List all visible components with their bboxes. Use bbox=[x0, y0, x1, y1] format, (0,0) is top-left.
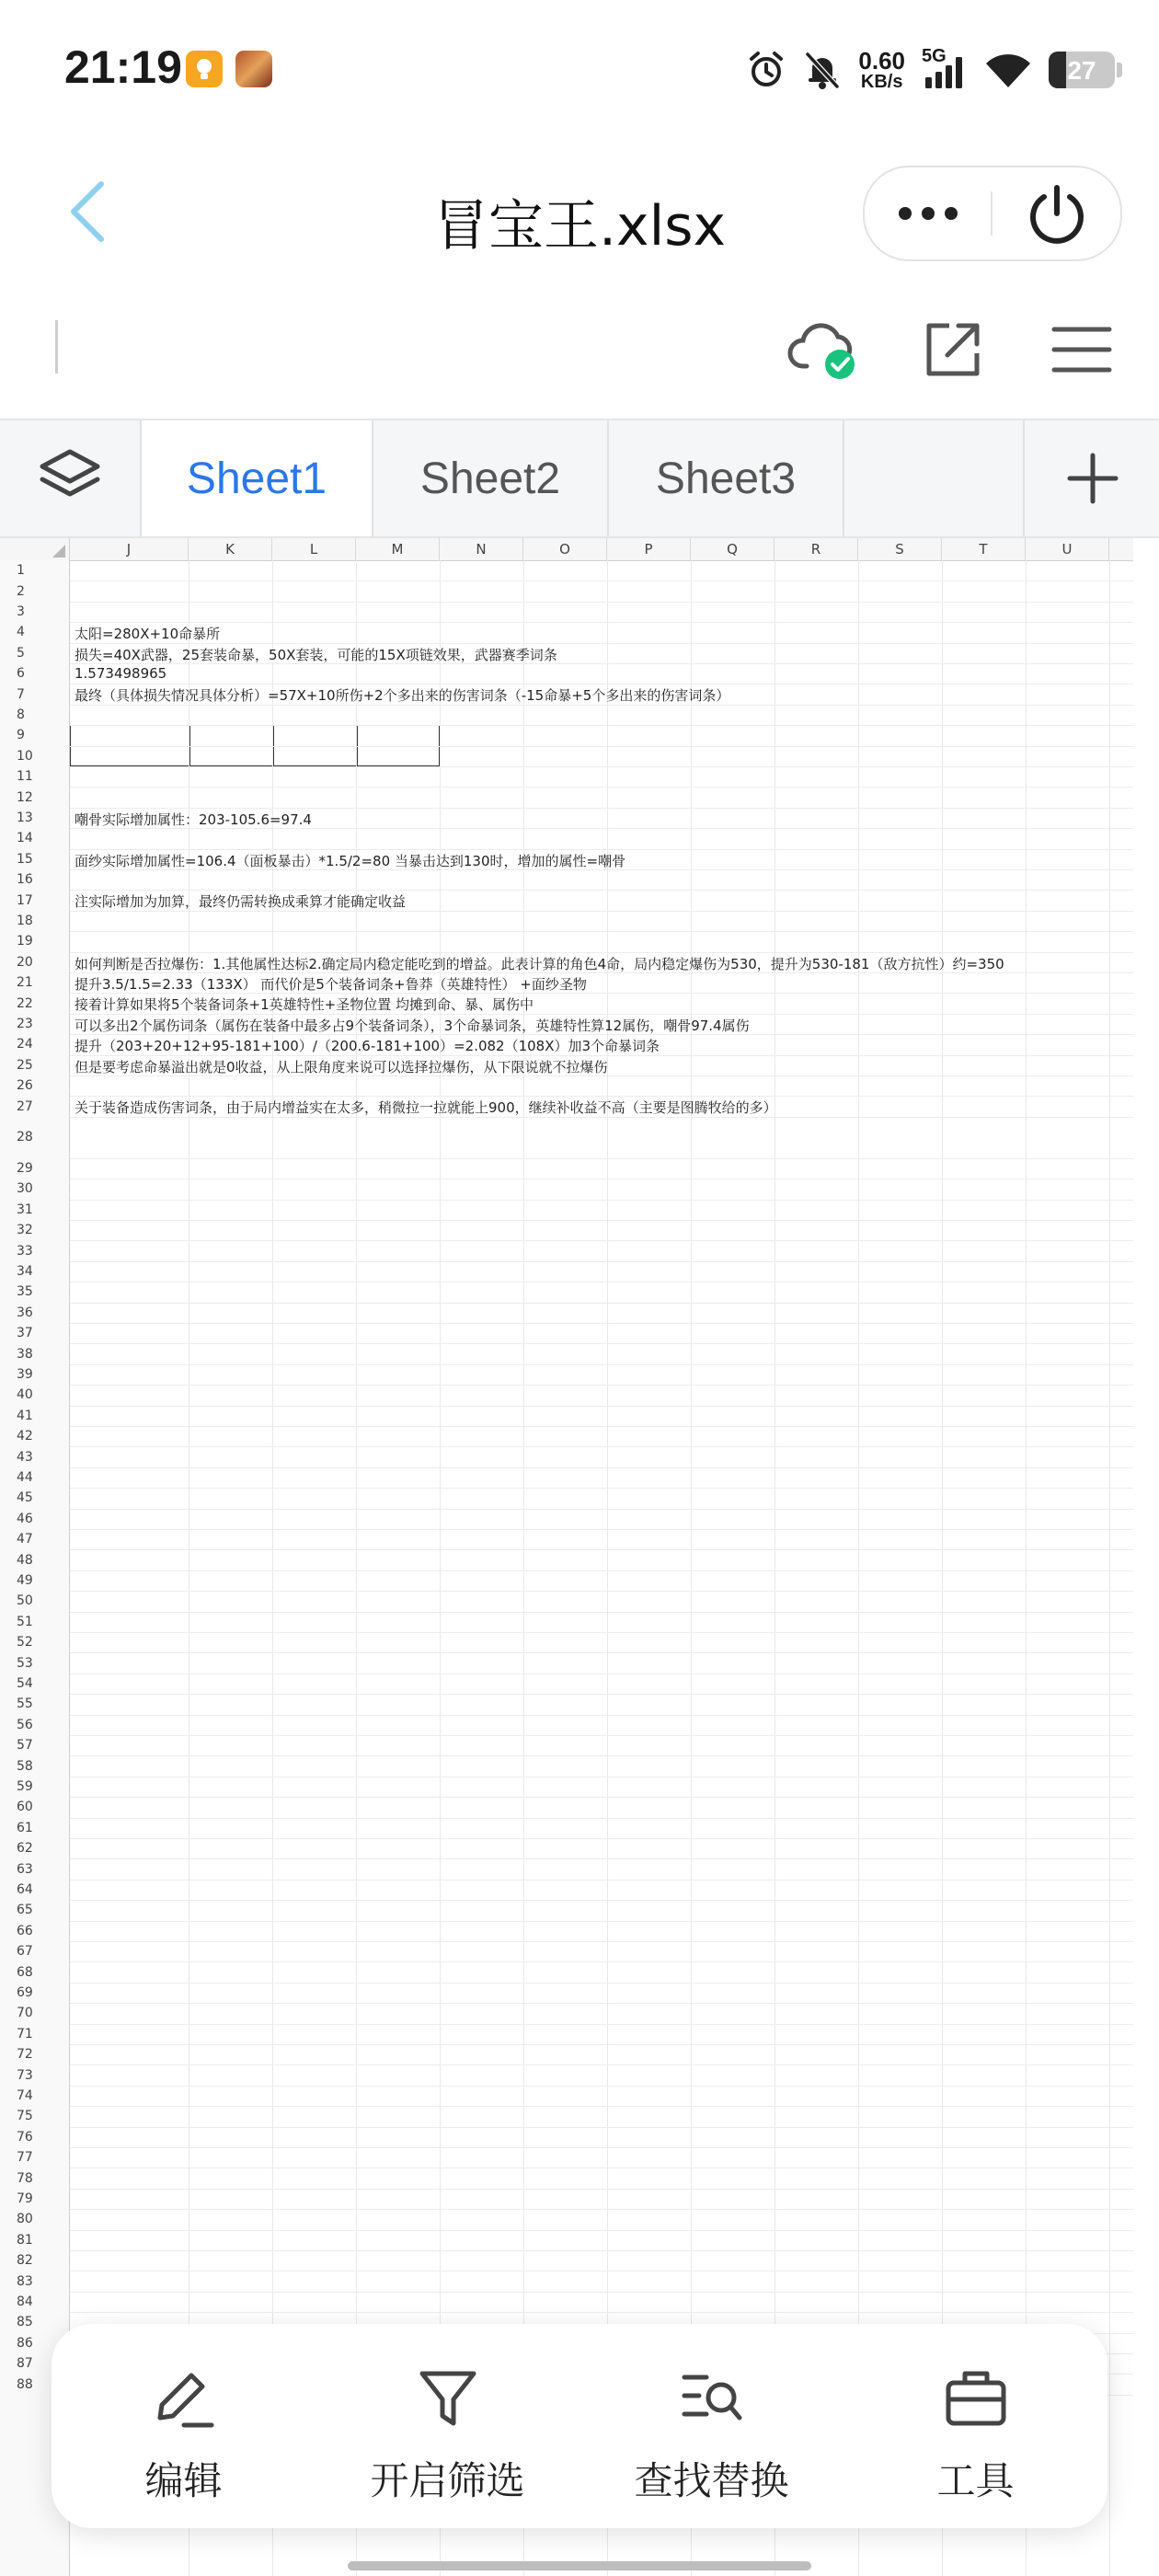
row-label[interactable]: 4 bbox=[17, 625, 25, 640]
column-gridline bbox=[942, 560, 943, 2576]
row-gridline bbox=[70, 1406, 1133, 1407]
row-gridline bbox=[70, 808, 1133, 809]
row-label[interactable]: 63 bbox=[17, 1861, 33, 1877]
row-label[interactable]: 58 bbox=[17, 1758, 33, 1774]
tab-spacer bbox=[843, 420, 1023, 536]
sheet-list-button[interactable] bbox=[0, 420, 140, 536]
row-label[interactable]: 46 bbox=[17, 1511, 33, 1526]
row-label[interactable]: 8 bbox=[17, 707, 25, 722]
row-gridline bbox=[70, 1261, 1133, 1262]
tab-sheet1[interactable]: Sheet1 bbox=[140, 420, 372, 536]
cloud-synced-button[interactable] bbox=[786, 313, 860, 386]
row-label[interactable]: 55 bbox=[17, 1696, 33, 1712]
row-gridline bbox=[70, 2127, 1133, 2128]
row-label[interactable]: 87 bbox=[17, 2356, 33, 2372]
column-label[interactable]: R bbox=[775, 538, 858, 560]
row-gridline bbox=[70, 2209, 1133, 2210]
row-gridline bbox=[70, 1385, 1133, 1386]
share-external-icon bbox=[916, 313, 990, 386]
row-label[interactable]: 31 bbox=[17, 1202, 33, 1217]
add-sheet-button[interactable] bbox=[1023, 420, 1159, 536]
spreadsheet-grid[interactable] bbox=[0, 538, 1159, 2576]
row-label[interactable]: 79 bbox=[17, 2191, 33, 2206]
row-gridline bbox=[70, 1983, 1133, 1984]
row-gridline bbox=[70, 1632, 1133, 1633]
net-speed-unit: KB/s bbox=[860, 72, 903, 92]
row-gridline bbox=[70, 1096, 1133, 1097]
row-gridline bbox=[70, 1158, 1133, 1159]
cell-text[interactable]: 注实际增加为加算，最终仍需转换成乘算才能确定收益 bbox=[75, 893, 407, 911]
row-label[interactable]: 19 bbox=[17, 934, 33, 949]
cell-text[interactable]: 嘲骨实际增加属性：203-105.6=97.4 bbox=[75, 811, 312, 828]
sheet-tabs-bar bbox=[0, 419, 1159, 538]
home-indicator bbox=[348, 2561, 811, 2570]
row-label[interactable]: 59 bbox=[17, 1779, 33, 1794]
row-gridline bbox=[70, 2189, 1133, 2190]
battery-icon bbox=[1049, 52, 1115, 88]
row-gridline bbox=[70, 1921, 1133, 1922]
row-label[interactable]: 9 bbox=[17, 728, 25, 743]
document-toolbar bbox=[0, 294, 1159, 396]
cell-text[interactable]: 如何判断是否拉爆伤：1.其他属性达标2.确定局内稳定能吃到的增益。此表计算的角色4命，局内稳定爆伤为530，提升为530-181（敌方抗性）约=350 bbox=[75, 955, 1004, 972]
row-label[interactable]: 54 bbox=[17, 1676, 33, 1691]
cell-text[interactable]: 1.573498965 bbox=[75, 665, 167, 682]
row-label[interactable]: 71 bbox=[17, 2026, 33, 2041]
row-gridline bbox=[70, 1838, 1133, 1839]
row-label[interactable]: 29 bbox=[17, 1161, 33, 1176]
row-label[interactable]: 51 bbox=[17, 1614, 33, 1629]
row-label[interactable]: 30 bbox=[17, 1181, 33, 1197]
back-button[interactable] bbox=[55, 175, 120, 248]
row-gridline bbox=[70, 1200, 1133, 1201]
row-gridline bbox=[70, 622, 1133, 623]
row-label[interactable]: 25 bbox=[17, 1057, 33, 1073]
column-label[interactable]: M bbox=[356, 538, 440, 560]
row-label[interactable]: 36 bbox=[17, 1305, 33, 1320]
row-gridline bbox=[70, 1426, 1133, 1427]
tools-label: 工具 bbox=[936, 2458, 1015, 2503]
row-label[interactable]: 23 bbox=[17, 1017, 33, 1031]
row-gridline bbox=[70, 952, 1133, 953]
row-gridline bbox=[70, 1488, 1133, 1489]
row-label[interactable]: 34 bbox=[17, 1264, 33, 1279]
row-gridline bbox=[70, 766, 1133, 767]
row-label[interactable]: 12 bbox=[17, 789, 33, 805]
row-label[interactable]: 22 bbox=[17, 995, 33, 1011]
row-label[interactable]: 6 bbox=[17, 666, 25, 682]
row-label[interactable]: 83 bbox=[17, 2273, 33, 2289]
row-label[interactable]: 40 bbox=[17, 1387, 33, 1403]
net-speed bbox=[858, 49, 905, 91]
cell-area[interactable] bbox=[70, 560, 1133, 2576]
row-label[interactable]: 88 bbox=[17, 2376, 33, 2392]
row-gridline bbox=[70, 1818, 1133, 1819]
edit-label: 编辑 bbox=[144, 2458, 223, 2503]
row-gridline bbox=[70, 1240, 1133, 1241]
row-label[interactable]: 45 bbox=[17, 1490, 33, 1506]
row-label[interactable]: 24 bbox=[17, 1037, 33, 1052]
alarm-icon bbox=[746, 50, 786, 90]
signal-icon bbox=[922, 46, 968, 90]
row-gridline bbox=[70, 2003, 1133, 2004]
column-label[interactable]: P bbox=[607, 538, 691, 560]
document-title: 冒宝王.xlsx bbox=[432, 194, 727, 259]
row-label[interactable]: 41 bbox=[17, 1408, 33, 1423]
row-label[interactable]: 5 bbox=[17, 645, 25, 661]
row-gridline bbox=[70, 1467, 1133, 1468]
row-gridline bbox=[70, 1755, 1133, 1756]
row-gridline bbox=[70, 1343, 1133, 1344]
row-label[interactable]: 62 bbox=[17, 1841, 33, 1857]
status-icons bbox=[746, 42, 1115, 98]
row-gridline bbox=[70, 1652, 1133, 1653]
find-replace-icon bbox=[675, 2361, 749, 2434]
row-label[interactable]: 65 bbox=[17, 1903, 33, 1918]
row-gridline bbox=[70, 1509, 1133, 1510]
row-gridline bbox=[70, 1797, 1133, 1798]
row-gridline bbox=[70, 1858, 1133, 1859]
share-button[interactable] bbox=[916, 313, 990, 386]
row-gridline bbox=[70, 2064, 1133, 2065]
row-label[interactable]: 27 bbox=[17, 1098, 33, 1114]
row-gridline bbox=[70, 1612, 1133, 1613]
cloud-synced-icon bbox=[786, 313, 860, 386]
row-gridline bbox=[70, 2230, 1133, 2231]
row-gridline bbox=[70, 931, 1133, 932]
row-label[interactable]: 11 bbox=[17, 769, 33, 785]
cell-text[interactable]: 太阳=280X+10命暴所 bbox=[75, 626, 221, 643]
row-label[interactable]: 2 bbox=[17, 583, 25, 599]
row-label[interactable]: 72 bbox=[17, 2047, 33, 2063]
capsule-divider bbox=[991, 191, 993, 236]
row-label[interactable]: 48 bbox=[17, 1552, 33, 1568]
cell-text[interactable]: 关于装备造成伤害词条，由于局内增益实在太多，稍微拉一拉就能上900，继续补收益不高（主要是图腾牧给的多） bbox=[75, 1099, 777, 1117]
column-header bbox=[0, 538, 1133, 561]
layers-icon bbox=[0, 420, 140, 536]
row-label[interactable]: 85 bbox=[17, 2315, 33, 2330]
row-label[interactable]: 1 bbox=[17, 563, 25, 579]
column-label[interactable]: L bbox=[272, 538, 356, 560]
row-gridline bbox=[70, 1549, 1133, 1550]
power-icon bbox=[993, 167, 1120, 259]
column-label[interactable]: Q bbox=[691, 538, 775, 560]
row-header bbox=[0, 560, 70, 2576]
row-gridline bbox=[70, 725, 1133, 726]
status-time: 21:19 bbox=[64, 41, 182, 93]
row-gridline bbox=[70, 2086, 1133, 2087]
mini-program-capsule bbox=[863, 166, 1122, 261]
column-gridline bbox=[1026, 560, 1027, 2576]
row-gridline bbox=[70, 643, 1133, 644]
row-label[interactable]: 28 bbox=[17, 1130, 33, 1145]
cell-text[interactable]: 但是要考虑命暴溢出就是0收益，从上限角度来说可以选择拉爆伤，从下限说就不拉爆伤 bbox=[75, 1058, 608, 1075]
row-label[interactable]: 67 bbox=[17, 1944, 33, 1960]
row-label[interactable]: 68 bbox=[17, 1964, 33, 1980]
row-gridline bbox=[70, 1446, 1133, 1447]
row-gridline bbox=[70, 1961, 1133, 1962]
menu-button[interactable] bbox=[1045, 313, 1119, 386]
row-gridline bbox=[70, 1900, 1133, 1901]
toolbox-icon bbox=[939, 2361, 1013, 2434]
tab-sheet3[interactable]: Sheet3 bbox=[607, 420, 843, 536]
bottom-action-bar bbox=[52, 2324, 1107, 2528]
column-gridline bbox=[1109, 560, 1110, 2576]
row-label[interactable]: 84 bbox=[17, 2294, 33, 2309]
row-label[interactable]: 39 bbox=[17, 1367, 33, 1382]
row-gridline bbox=[70, 1323, 1133, 1324]
cell-text[interactable]: 提升3.5/1.5=2.33（133X） 而代价是5个装备词条+鲁莽（英雄特性） +面纱圣物 bbox=[75, 976, 587, 993]
column-label[interactable]: K bbox=[189, 538, 272, 560]
row-label[interactable]: 60 bbox=[17, 1800, 33, 1815]
row-label[interactable]: 15 bbox=[17, 851, 33, 867]
row-label[interactable]: 80 bbox=[17, 2212, 33, 2227]
row-label[interactable]: 78 bbox=[17, 2170, 33, 2186]
row-label[interactable]: 17 bbox=[17, 892, 33, 908]
row-label[interactable]: 20 bbox=[17, 954, 33, 970]
row-label[interactable]: 38 bbox=[17, 1346, 33, 1362]
row-gridline bbox=[70, 2292, 1133, 2293]
find-replace-label: 查找替换 bbox=[634, 2458, 789, 2503]
row-label[interactable]: 66 bbox=[17, 1923, 33, 1938]
cell-text[interactable]: 接着计算如果将5个装备词条+1英雄特性+圣物位置 均摊到命、暴、属伤中 bbox=[75, 996, 534, 1014]
row-gridline bbox=[70, 1694, 1133, 1695]
row-gridline bbox=[70, 746, 1133, 747]
row-gridline bbox=[70, 1364, 1133, 1365]
plus-icon bbox=[1025, 420, 1159, 536]
net-speed-value: 0.60 bbox=[858, 47, 905, 75]
cell-text[interactable]: 可以多出2个属伤词条（属伤在装备中最多占9个装备词条），3个命暴词条，英雄特性算12属伤，嘲骨97.4属伤 bbox=[75, 1017, 750, 1034]
column-label[interactable]: S bbox=[858, 538, 942, 560]
row-label[interactable]: 69 bbox=[17, 1985, 33, 2000]
row-gridline bbox=[70, 890, 1133, 891]
row-label[interactable]: 76 bbox=[17, 2129, 33, 2145]
column-label[interactable]: J bbox=[70, 538, 189, 560]
row-label[interactable]: 61 bbox=[17, 1820, 33, 1835]
more-button[interactable] bbox=[865, 167, 992, 259]
lightbulb-app-icon bbox=[186, 51, 223, 87]
row-label[interactable]: 35 bbox=[17, 1284, 33, 1300]
row-label[interactable]: 73 bbox=[17, 2067, 33, 2083]
network-type: 5G bbox=[922, 46, 947, 66]
status-bar bbox=[0, 0, 1159, 138]
row-label[interactable]: 37 bbox=[17, 1326, 33, 1341]
row-gridline bbox=[70, 1941, 1133, 1942]
menu-icon bbox=[1045, 313, 1119, 386]
row-gridline bbox=[70, 849, 1133, 850]
column-gridline bbox=[858, 560, 859, 2576]
row-gridline bbox=[70, 602, 1133, 603]
row-gridline bbox=[70, 2044, 1133, 2045]
row-gridline bbox=[70, 1715, 1133, 1716]
row-label[interactable]: 74 bbox=[17, 2088, 33, 2103]
title-bar bbox=[0, 147, 1159, 276]
pencil-icon bbox=[147, 2361, 221, 2434]
filter-button[interactable] bbox=[316, 2324, 580, 2528]
row-label[interactable]: 64 bbox=[17, 1882, 33, 1897]
row-gridline bbox=[70, 1220, 1133, 1221]
row-label[interactable]: 70 bbox=[17, 2006, 33, 2021]
tools-button[interactable] bbox=[843, 2324, 1107, 2528]
row-label[interactable]: 82 bbox=[17, 2253, 33, 2269]
cell-text[interactable]: 提升（203+20+12+95-181+100）/（200.6-181+100）=2.082（108X）加3个命暴词条 bbox=[75, 1038, 660, 1055]
row-label[interactable]: 33 bbox=[17, 1243, 33, 1259]
row-gridline bbox=[70, 2106, 1133, 2107]
edit-button[interactable] bbox=[52, 2324, 316, 2528]
cell-text[interactable]: 损失=40X武器，25套装命暴，50X套装，可能的15X项链效果，武器赛季词条 bbox=[75, 646, 557, 663]
row-gridline bbox=[70, 1529, 1133, 1530]
find-replace-button[interactable] bbox=[580, 2324, 843, 2528]
column-label[interactable]: T bbox=[942, 538, 1026, 560]
row-gridline bbox=[70, 2147, 1133, 2148]
row-label[interactable]: 16 bbox=[17, 872, 33, 888]
row-gridline bbox=[70, 1303, 1133, 1304]
row-gridline bbox=[70, 2312, 1133, 2313]
row-gridline bbox=[70, 1673, 1133, 1674]
chevron-left-icon bbox=[55, 175, 120, 248]
row-label[interactable]: 14 bbox=[17, 831, 33, 846]
row-label[interactable]: 21 bbox=[17, 975, 33, 991]
row-label[interactable]: 3 bbox=[17, 604, 25, 619]
row-label[interactable]: 10 bbox=[17, 748, 33, 764]
row-gridline bbox=[70, 1735, 1133, 1736]
row-label[interactable]: 81 bbox=[17, 2232, 33, 2248]
row-gridline bbox=[70, 1591, 1133, 1592]
column-label[interactable]: U bbox=[1026, 538, 1109, 560]
row-label[interactable]: 42 bbox=[17, 1429, 33, 1444]
row-label[interactable]: 53 bbox=[17, 1655, 33, 1671]
mute-bell-icon bbox=[803, 50, 842, 90]
row-label[interactable]: 32 bbox=[17, 1223, 33, 1238]
wifi-icon bbox=[984, 51, 1032, 89]
filter-label: 开启筛选 bbox=[370, 2458, 525, 2503]
row-label[interactable]: 57 bbox=[17, 1738, 33, 1754]
cell-text[interactable]: 最终（具体损失情况具体分析）=57X+10所伤+2个多出来的伤害词条（-15命暴+5个多出来的伤害词条） bbox=[75, 687, 730, 705]
game-avatar-app-icon bbox=[235, 51, 272, 87]
row-label[interactable]: 7 bbox=[17, 686, 25, 702]
row-gridline bbox=[70, 787, 1133, 788]
row-label[interactable]: 86 bbox=[17, 2335, 33, 2351]
column-label[interactable]: O bbox=[523, 538, 607, 560]
row-label[interactable]: 75 bbox=[17, 2109, 33, 2124]
row-gridline bbox=[70, 1570, 1133, 1571]
more-dots-icon bbox=[865, 167, 992, 259]
row-label[interactable]: 13 bbox=[17, 811, 33, 825]
row-label[interactable]: 18 bbox=[17, 914, 33, 928]
text-cursor bbox=[55, 320, 58, 374]
tab-sheet2[interactable]: Sheet2 bbox=[372, 420, 607, 536]
close-miniprogram-button[interactable] bbox=[993, 167, 1120, 259]
row-label[interactable]: 49 bbox=[17, 1573, 33, 1588]
battery-level: 27 bbox=[1067, 56, 1096, 85]
column-gridline bbox=[691, 560, 692, 2576]
row-label[interactable]: 43 bbox=[17, 1449, 33, 1465]
row-label[interactable]: 44 bbox=[17, 1470, 33, 1485]
row-label[interactable]: 50 bbox=[17, 1593, 33, 1609]
row-label[interactable]: 77 bbox=[17, 2150, 33, 2166]
row-label[interactable]: 52 bbox=[17, 1635, 33, 1650]
row-gridline bbox=[70, 2024, 1133, 2025]
row-label[interactable]: 26 bbox=[17, 1078, 33, 1094]
row-label[interactable]: 56 bbox=[17, 1717, 33, 1732]
row-label[interactable]: 47 bbox=[17, 1532, 33, 1547]
select-all-corner[interactable] bbox=[0, 538, 70, 560]
column-label[interactable]: N bbox=[440, 538, 523, 560]
row-gridline bbox=[70, 2250, 1133, 2251]
filter-icon bbox=[411, 2361, 485, 2434]
cell-text[interactable]: 面纱实际增加属性=106.4（面板暴击）*1.5/2=80 当暴击达到130时，增加的属性=嘲骨 bbox=[75, 852, 626, 869]
